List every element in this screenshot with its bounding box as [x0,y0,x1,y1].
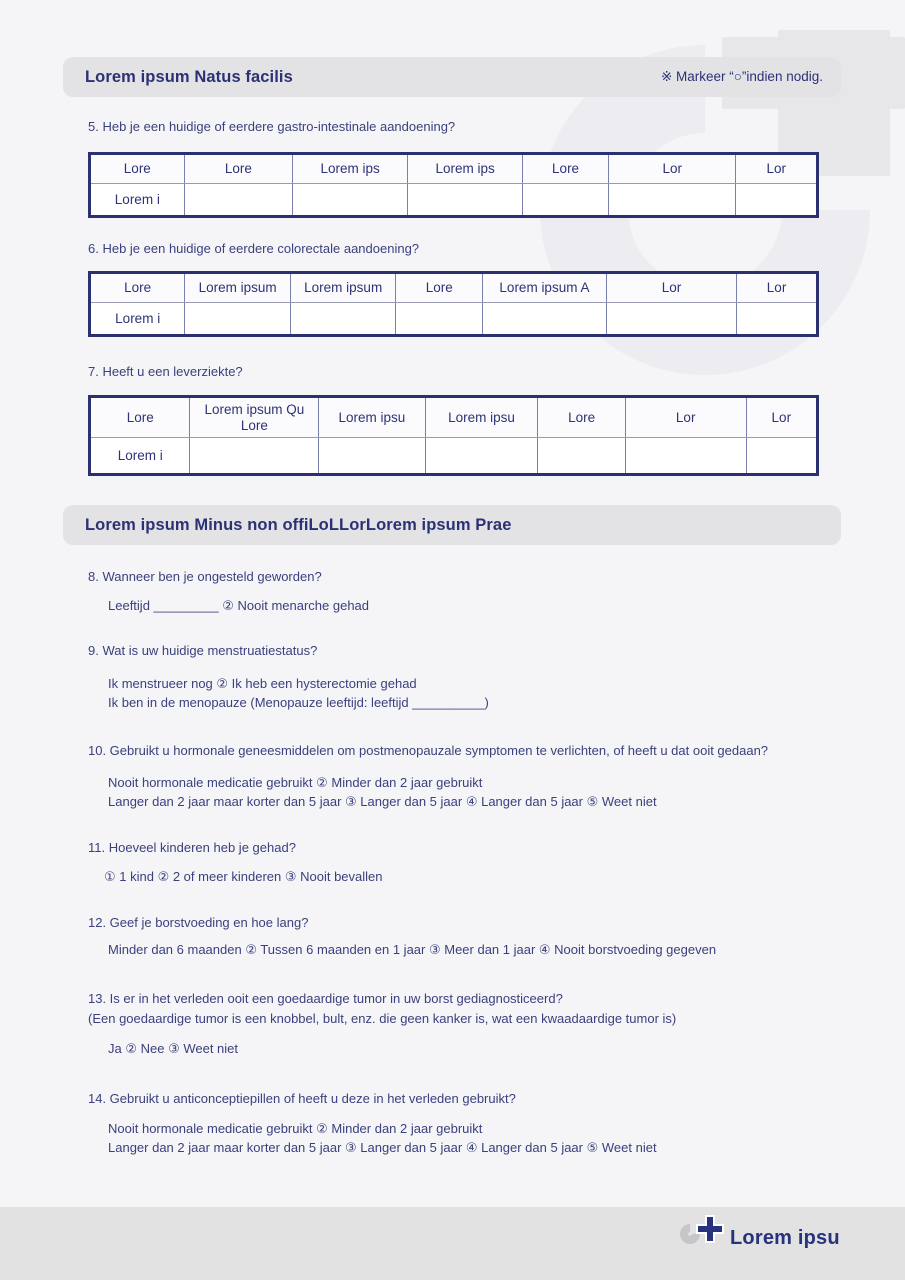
row-label: Lorem i [90,184,185,217]
question-12-options [108,940,828,959]
question-5-table [88,152,819,218]
brand-logo [678,1213,898,1273]
answer-cell[interactable] [609,184,736,217]
logo-plus-icon [696,1215,724,1243]
question-14-options [108,1119,828,1157]
answer-cell[interactable] [185,303,291,336]
column-header: Lore [538,397,625,438]
question-5-label: 5. Heb je een huidige of eerdere gastro-intestinale aandoening? [88,119,456,134]
column-header: Lor [609,154,736,184]
answer-cell[interactable] [293,184,408,217]
question-8-options [108,596,828,615]
column-header: Lorem ipsum [290,273,396,303]
answer-cell[interactable] [737,303,818,336]
answer-cell[interactable] [625,438,746,475]
answer-cell[interactable] [483,303,607,336]
column-header: Lor [625,397,746,438]
section-1-title: Lorem ipsum Natus facilis [85,67,293,86]
column-header: Lor [736,154,818,184]
question-14-label: 14. Gebruikt u anticonceptiepillen of heeft u deze in het verleden gebruikt? [88,1091,516,1106]
question-13-options [108,1039,828,1058]
column-header: Lorem ipsum Qu Lore [190,397,319,438]
option-line: Ik ben in de menopauze (Menopauze leeftijd: leeftijd __________) [108,695,489,710]
answer-cell[interactable] [184,184,292,217]
column-header: Lorem ipsu [425,397,538,438]
section-header-1 [63,57,841,97]
mark-circle-note: ※ Markeer “○”indien nodig. [660,69,823,84]
column-header: Lorem ipsum [185,273,291,303]
question-10-options [108,773,828,811]
question-6-label: 6. Heb je een huidige of eerdere colorectale aandoening? [88,241,420,256]
column-header: Lorem ips [293,154,408,184]
answer-cell[interactable] [408,184,523,217]
option-line: Nooit hormonale medicatie gebruikt ② Minder dan 2 jaar gebruikt [108,1121,483,1136]
option-line: Nooit hormonale medicatie gebruikt ② Minder dan 2 jaar gebruikt [108,775,483,790]
question-7-table [88,395,819,476]
answer-cell[interactable] [746,438,817,475]
question-11-label: 11. Hoeveel kinderen heb je gehad? [88,840,296,855]
option-line: ① 1 kind ② 2 of meer kinderen ③ Nooit bevallen [104,869,383,884]
question-9-options [108,674,828,712]
column-header: Lor [606,273,736,303]
answer-cell[interactable] [396,303,483,336]
row-label: Lorem i [90,303,185,336]
question-7-label: 7. Heeft u een leverziekte? [88,364,243,379]
row-label: Lorem i [90,438,190,475]
column-header: Lore [90,154,185,184]
footer-band [0,1207,905,1280]
question-13-label-line: 13. Is er in het verleden ooit een goedaardige tumor in uw borst gediagnosticeerd? [88,991,563,1006]
answer-cell[interactable] [736,184,818,217]
answer-cell[interactable] [190,438,319,475]
question-9-label: 9. Wat is uw huidige menstruatiestatus? [88,643,318,658]
column-header: Lorem ipsum A [483,273,607,303]
column-header: Lorem ips [408,154,523,184]
option-line: Ja ② Nee ③ Weet niet [108,1041,239,1056]
answer-cell[interactable] [290,303,396,336]
answer-cell[interactable] [606,303,736,336]
option-line: Ik menstrueer nog ② Ik heb een hysterectomie gehad [108,676,417,691]
question-11-options [104,867,824,886]
question-8-label: 8. Wanneer ben je ongesteld geworden? [88,569,322,584]
section-2-title: Lorem ipsum Minus non offiLoLLorLorem ipsum Prae [85,515,512,534]
brand-name: Lorem ipsu [730,1227,840,1249]
option-line: Langer dan 2 jaar maar korter dan 5 jaar ③ Langer dan 5 jaar ④ Langer dan 5 jaar ⑤ Weet niet [108,1140,657,1155]
answer-cell[interactable] [538,438,625,475]
column-header: Lore [90,397,190,438]
question-6-table [88,271,819,337]
option-line: Minder dan 6 maanden ② Tussen 6 maanden en 1 jaar ③ Meer dan 1 jaar ④ Nooit borstvoeding gegeven [108,942,717,957]
question-12-label: 12. Geef je borstvoeding en hoe lang? [88,915,309,930]
answer-cell[interactable] [319,438,425,475]
column-header: Lor [737,273,818,303]
question-13-label [88,989,828,1028]
section-header-2 [63,505,841,545]
column-header: Lore [396,273,483,303]
column-header: Lore [523,154,609,184]
question-13-sublabel: (Een goedaardige tumor is een knobbel, bult, enz. die geen kanker is, wat een kwaadaardige tumor is) [88,1010,677,1026]
column-header: Lorem ipsu [319,397,425,438]
option-line: Leeftijd _________ ② Nooit menarche gehad [108,598,370,613]
answer-cell[interactable] [425,438,538,475]
column-header: Lor [746,397,817,438]
column-header: Lore [90,273,185,303]
answer-cell[interactable] [523,184,609,217]
column-header: Lore [184,154,292,184]
option-line: Langer dan 2 jaar maar korter dan 5 jaar ③ Langer dan 5 jaar ④ Langer dan 5 jaar ⑤ Weet niet [108,794,657,809]
question-10-label: 10. Gebruikt u hormonale geneesmiddelen om postmenopauzale symptomen te verlichten, of heeft u dat ooit gedaan? [88,743,769,758]
